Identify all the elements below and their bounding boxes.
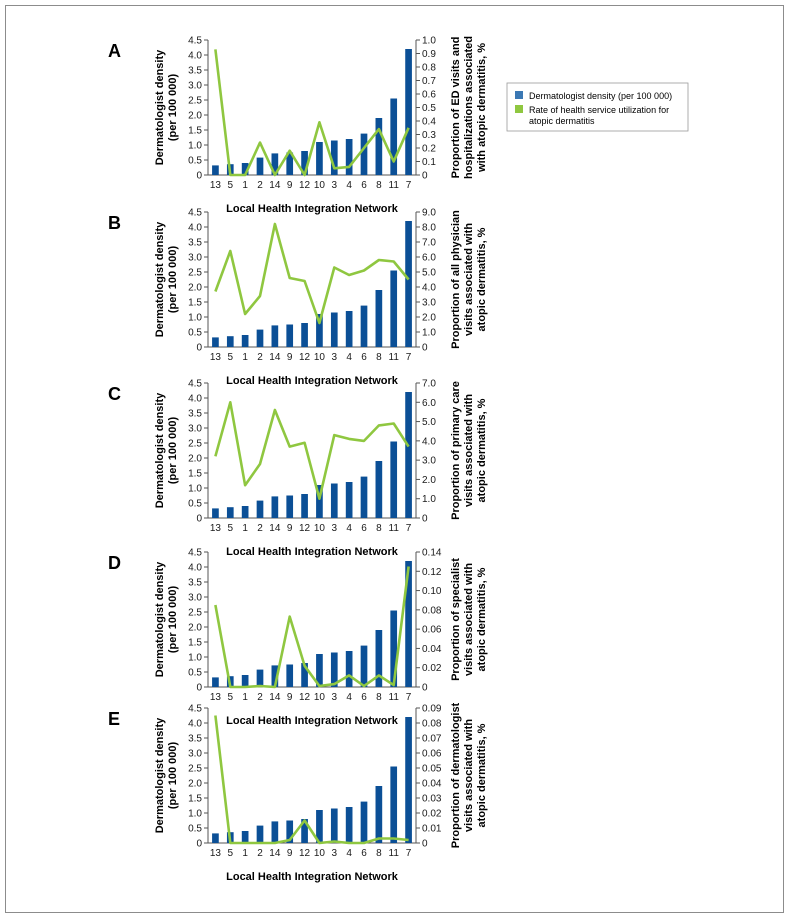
x-axis-title: Local Health Integration Network (226, 375, 398, 387)
bar (272, 496, 279, 518)
legend-swatch-dermatologist-density (515, 91, 523, 99)
left-tick-label: 3.0 (188, 423, 202, 435)
bar (272, 821, 279, 843)
right-tick-label: 4.0 (422, 436, 436, 448)
right-tick-label: 4.0 (422, 282, 436, 294)
x-tick-label: 3 (331, 180, 338, 191)
left-tick-label: 1.0 (188, 140, 202, 152)
x-tick-label: 1 (242, 180, 248, 191)
left-tick-label: 4.5 (188, 547, 202, 559)
x-tick-label: 13 (209, 692, 221, 703)
x-tick-label: 14 (269, 352, 281, 363)
x-tick-label: 14 (269, 692, 281, 703)
right-tick-label: 0.8 (422, 62, 436, 74)
left-tick-label: 2.0 (188, 453, 202, 465)
left-axis-title-line: Dermatologist density (154, 392, 166, 509)
x-tick-label: 2 (257, 692, 263, 703)
x-tick-label: 12 (299, 180, 311, 191)
bar (390, 767, 397, 844)
bar (242, 335, 249, 347)
x-tick-label: 12 (299, 692, 311, 703)
right-tick-label: 0.03 (422, 793, 442, 805)
x-tick-label: 10 (313, 352, 325, 363)
left-tick-label: 2.0 (188, 778, 202, 790)
bar (227, 507, 234, 518)
x-tick-label: 6 (361, 692, 367, 703)
right-tick-label: 0.05 (422, 763, 442, 775)
x-tick-label: 3 (331, 848, 338, 859)
right-axis-title-line: atopic dermatitis, % (476, 567, 488, 672)
right-tick-label: 9.0 (422, 207, 436, 219)
x-tick-label: 2 (257, 352, 263, 363)
bar (286, 665, 293, 688)
left-tick-label: 4.5 (188, 378, 202, 390)
right-axis-title-line: visits associated with (463, 222, 475, 337)
bar (376, 786, 383, 843)
bar (286, 496, 293, 519)
right-tick-label: 0.1 (422, 157, 436, 168)
chart-panel-a (108, 36, 488, 216)
bar (361, 306, 368, 347)
x-tick-label: 4 (346, 352, 352, 363)
right-tick-label: 0 (422, 513, 428, 525)
bar (346, 651, 353, 687)
right-tick-label: 0.3 (422, 130, 436, 141)
bar (361, 646, 368, 687)
right-axis-title-line: atopic dermatitis, % (476, 723, 488, 828)
x-tick-label: 12 (299, 848, 311, 859)
right-tick-label: 0.08 (422, 605, 442, 617)
x-tick-label: 10 (313, 523, 325, 534)
right-tick-label: 3.0 (422, 455, 436, 467)
x-tick-label: 4 (346, 523, 352, 534)
bar (242, 831, 249, 843)
left-axis-title-line: Dermatologist density (154, 221, 166, 338)
right-axis-title (450, 558, 488, 681)
left-tick-label: 4.0 (188, 50, 202, 62)
bar (390, 442, 397, 519)
right-tick-label: 0.09 (422, 703, 442, 715)
bar (331, 809, 338, 844)
bar (257, 501, 264, 518)
left-tick-label: 2.0 (188, 110, 202, 122)
left-tick-label: 0 (196, 682, 202, 694)
left-tick-label: 0.5 (188, 667, 202, 679)
x-tick-label: 11 (388, 352, 399, 363)
x-tick-label: 5 (227, 848, 234, 859)
x-tick-label: 10 (313, 848, 325, 859)
bar (376, 461, 383, 518)
right-axis-title-line: visits associated with (463, 562, 475, 677)
x-tick-label: 5 (227, 180, 234, 191)
left-axis-title (154, 561, 179, 677)
left-tick-label: 3.0 (188, 80, 202, 92)
bar (346, 807, 353, 843)
right-axis-title-line: visits associated with (463, 393, 475, 508)
right-axis-title-line: atopic dermatitis, % (476, 398, 488, 503)
x-tick-label: 8 (376, 352, 382, 363)
x-tick-label: 12 (299, 523, 311, 534)
right-tick-label: 0.06 (422, 624, 442, 636)
bar (376, 290, 383, 347)
bar (405, 392, 412, 518)
x-tick-label: 3 (331, 692, 338, 703)
right-tick-label: 6.0 (422, 252, 436, 264)
bar (361, 802, 368, 843)
chart-panel-e (108, 702, 488, 883)
bar (390, 271, 397, 348)
right-tick-label: 1.0 (422, 35, 436, 47)
x-tick-label: 6 (361, 523, 367, 534)
x-tick-label: 6 (361, 352, 367, 363)
left-tick-label: 1.5 (188, 125, 202, 137)
right-tick-label: 2.0 (422, 474, 436, 486)
bar (212, 677, 219, 687)
x-tick-label: 7 (405, 692, 412, 703)
x-tick-label: 1 (242, 352, 248, 363)
bar (405, 717, 412, 843)
x-tick-label: 8 (376, 692, 382, 703)
left-tick-label: 3.0 (188, 748, 202, 760)
x-axis-title: Local Health Integration Network (226, 203, 398, 215)
x-tick-label: 2 (257, 523, 263, 534)
x-tick-label: 1 (242, 523, 248, 534)
x-axis-title: Local Health Integration Network (226, 715, 398, 727)
bar (361, 477, 368, 518)
right-tick-label: 0.14 (422, 547, 442, 559)
bar (242, 506, 249, 518)
x-tick-label: 9 (286, 692, 293, 703)
left-tick-label: 1.0 (188, 808, 202, 820)
left-axis-title-line: (per 100 000) (167, 741, 179, 810)
left-tick-label: 0.5 (188, 498, 202, 510)
x-tick-label: 5 (227, 352, 234, 363)
left-tick-label: 3.0 (188, 592, 202, 604)
left-tick-label: 1.5 (188, 793, 202, 805)
left-tick-label: 4.5 (188, 35, 202, 47)
right-axis-title-line: Proportion of all physician (450, 210, 462, 349)
x-tick-label: 14 (269, 180, 281, 191)
left-tick-label: 3.5 (188, 65, 202, 77)
x-tick-label: 13 (209, 848, 221, 859)
right-axis-title-line: atopic dermatitis, % (476, 227, 488, 332)
x-tick-label: 14 (269, 848, 281, 859)
left-tick-label: 3.0 (188, 252, 202, 264)
left-axis-title-line: (per 100 000) (167, 73, 179, 142)
x-tick-label: 8 (376, 848, 382, 859)
left-tick-label: 3.5 (188, 408, 202, 420)
right-tick-label: 5.0 (422, 417, 436, 429)
bar (331, 484, 338, 519)
left-tick-label: 1.0 (188, 483, 202, 495)
left-tick-label: 4.0 (188, 718, 202, 730)
left-axis-title-line: Dermatologist density (154, 49, 166, 166)
right-tick-label: 0 (422, 838, 428, 850)
left-tick-label: 1.0 (188, 652, 202, 664)
left-tick-label: 0.5 (188, 823, 202, 835)
left-tick-label: 4.0 (188, 562, 202, 574)
left-tick-label: 0 (196, 838, 202, 850)
left-tick-label: 0 (196, 513, 202, 525)
left-tick-label: 2.5 (188, 607, 202, 619)
x-tick-label: 13 (209, 180, 221, 191)
x-tick-label: 9 (286, 180, 293, 191)
x-tick-label: 13 (209, 352, 221, 363)
x-tick-label: 9 (286, 352, 293, 363)
right-axis-title-line: visits associated with (463, 718, 475, 833)
legend-label-utilization-rate-line-1: Rate of health service utilization for (529, 105, 670, 115)
left-tick-label: 0 (196, 170, 202, 182)
bar (212, 165, 219, 175)
x-tick-label: 1 (242, 692, 248, 703)
x-tick-label: 2 (257, 180, 263, 191)
right-axis-title (450, 210, 488, 349)
left-tick-label: 2.5 (188, 763, 202, 775)
bar (346, 311, 353, 347)
right-tick-label: 0.9 (422, 49, 436, 60)
bar (301, 323, 308, 347)
bar (286, 325, 293, 348)
panel-letter: B (108, 213, 121, 233)
left-tick-label: 2.0 (188, 282, 202, 294)
right-tick-label: 0 (422, 170, 428, 182)
right-axis-title-line: Proportion of specialist (450, 558, 462, 681)
right-axis-title (450, 36, 488, 179)
x-tick-label: 7 (405, 180, 412, 191)
legend-swatch-utilization-rate (515, 105, 523, 113)
right-tick-label: 0.08 (422, 718, 442, 730)
x-tick-label: 3 (331, 523, 338, 534)
left-tick-label: 1.5 (188, 637, 202, 649)
right-tick-label: 0.10 (422, 586, 442, 598)
right-tick-label: 0 (422, 342, 428, 354)
x-tick-label: 4 (346, 848, 352, 859)
bar (390, 99, 397, 176)
panel-letter: A (108, 41, 121, 61)
x-axis-title: Local Health Integration Network (226, 546, 398, 558)
right-tick-label: 0.02 (422, 663, 442, 675)
x-tick-label: 6 (361, 848, 367, 859)
x-tick-label: 11 (388, 848, 399, 859)
x-tick-label: 9 (286, 848, 293, 859)
left-tick-label: 4.5 (188, 703, 202, 715)
right-tick-label: 0.5 (422, 103, 436, 114)
x-tick-label: 11 (388, 523, 399, 534)
left-tick-label: 2.5 (188, 267, 202, 279)
left-axis-title-line: (per 100 000) (167, 585, 179, 654)
right-tick-label: 0 (422, 682, 428, 694)
right-tick-label: 6.0 (422, 397, 436, 409)
x-tick-label: 5 (227, 523, 234, 534)
x-tick-label: 10 (313, 180, 325, 191)
left-axis-title-line: Dermatologist density (154, 561, 166, 678)
right-tick-label: 0.04 (422, 778, 442, 790)
right-axis-title-line: Proportion of ED visits and (450, 36, 462, 179)
right-tick-label: 1.0 (422, 327, 436, 339)
chart-panel-d (108, 548, 488, 728)
x-tick-label: 10 (313, 692, 325, 703)
x-tick-label: 14 (269, 523, 281, 534)
bar (331, 313, 338, 348)
legend-label-dermatologist-density: Dermatologist density (per 100 000) (529, 91, 673, 101)
bar (242, 675, 249, 687)
right-tick-label: 5.0 (422, 267, 436, 279)
legend (507, 83, 688, 131)
left-tick-label: 0.5 (188, 327, 202, 339)
left-tick-label: 4.5 (188, 207, 202, 219)
right-axis-title-line: hospitalizations associated (463, 35, 475, 180)
x-tick-label: 8 (376, 180, 382, 191)
bar (405, 49, 412, 175)
bar (227, 336, 234, 347)
right-axis-title (450, 702, 488, 848)
bar (301, 494, 308, 518)
chart-panel-c (108, 379, 488, 559)
panel-letter: D (108, 553, 121, 573)
bar (257, 826, 264, 843)
chart-panel-b (108, 208, 488, 388)
left-tick-label: 1.5 (188, 297, 202, 309)
right-tick-label: 1.0 (422, 494, 436, 506)
bar (376, 118, 383, 175)
bar (257, 670, 264, 687)
left-tick-label: 3.5 (188, 577, 202, 589)
left-tick-label: 2.0 (188, 622, 202, 634)
x-tick-label: 13 (209, 523, 221, 534)
x-tick-label: 11 (388, 692, 399, 703)
left-tick-label: 4.0 (188, 393, 202, 405)
bar (212, 337, 219, 347)
x-tick-label: 4 (346, 692, 352, 703)
right-axis-title-line: with atopic dermatitis, % (476, 43, 488, 172)
left-axis-title (154, 717, 179, 833)
left-axis-title-line: (per 100 000) (167, 245, 179, 314)
x-tick-label: 1 (242, 848, 248, 859)
bar (212, 508, 219, 518)
x-axis-title: Local Health Integration Network (226, 871, 398, 883)
left-axis-title (154, 49, 179, 165)
left-tick-label: 3.5 (188, 237, 202, 249)
bar (316, 142, 323, 175)
bar (346, 139, 353, 175)
right-tick-label: 0.07 (422, 733, 442, 745)
right-axis-title (450, 381, 488, 520)
right-axis-title-line: Proportion of primary care (450, 381, 462, 520)
left-tick-label: 1.0 (188, 312, 202, 324)
right-tick-label: 0.06 (422, 748, 442, 760)
right-tick-label: 2.0 (422, 312, 436, 324)
right-tick-label: 0.12 (422, 566, 442, 578)
left-tick-label: 0.5 (188, 155, 202, 167)
left-axis-title-line: (per 100 000) (167, 416, 179, 485)
right-tick-label: 0.01 (422, 823, 442, 835)
bar (361, 134, 368, 175)
x-tick-label: 7 (405, 523, 412, 534)
left-axis-title (154, 221, 179, 337)
x-tick-label: 12 (299, 352, 311, 363)
right-tick-label: 0.04 (422, 643, 442, 655)
panel-letter: C (108, 384, 121, 404)
left-tick-label: 0 (196, 342, 202, 354)
x-tick-label: 3 (331, 352, 338, 363)
x-tick-label: 11 (388, 180, 399, 191)
bar (272, 325, 279, 347)
x-tick-label: 7 (405, 848, 412, 859)
left-tick-label: 4.0 (188, 222, 202, 234)
bar (257, 330, 264, 347)
right-tick-label: 7.0 (422, 237, 436, 249)
bar (257, 158, 264, 175)
left-axis-title-line: Dermatologist density (154, 717, 166, 834)
right-tick-label: 0.4 (422, 116, 436, 128)
left-tick-label: 3.5 (188, 733, 202, 745)
x-tick-label: 6 (361, 180, 367, 191)
right-tick-label: 8.0 (422, 222, 436, 234)
right-tick-label: 7.0 (422, 378, 436, 390)
x-tick-label: 7 (405, 352, 412, 363)
x-tick-label: 9 (286, 523, 293, 534)
x-tick-label: 2 (257, 848, 263, 859)
bar (346, 482, 353, 518)
x-tick-label: 4 (346, 180, 352, 191)
bar (405, 221, 412, 347)
right-tick-label: 0.6 (422, 89, 436, 101)
right-axis-title-line: Proportion of dermatologist (450, 702, 462, 849)
left-tick-label: 2.5 (188, 95, 202, 107)
right-tick-label: 3.0 (422, 297, 436, 309)
left-tick-label: 2.5 (188, 438, 202, 450)
left-tick-label: 1.5 (188, 468, 202, 480)
right-tick-label: 0.02 (422, 808, 442, 820)
legend-label-utilization-rate-line-2: atopic dermatitis (529, 116, 595, 126)
right-tick-label: 0.2 (422, 143, 436, 155)
bar (212, 833, 219, 843)
x-tick-label: 5 (227, 692, 234, 703)
panel-letter: E (108, 709, 121, 729)
left-axis-title (154, 392, 179, 508)
x-tick-label: 8 (376, 523, 382, 534)
right-tick-label: 0.7 (422, 76, 436, 87)
